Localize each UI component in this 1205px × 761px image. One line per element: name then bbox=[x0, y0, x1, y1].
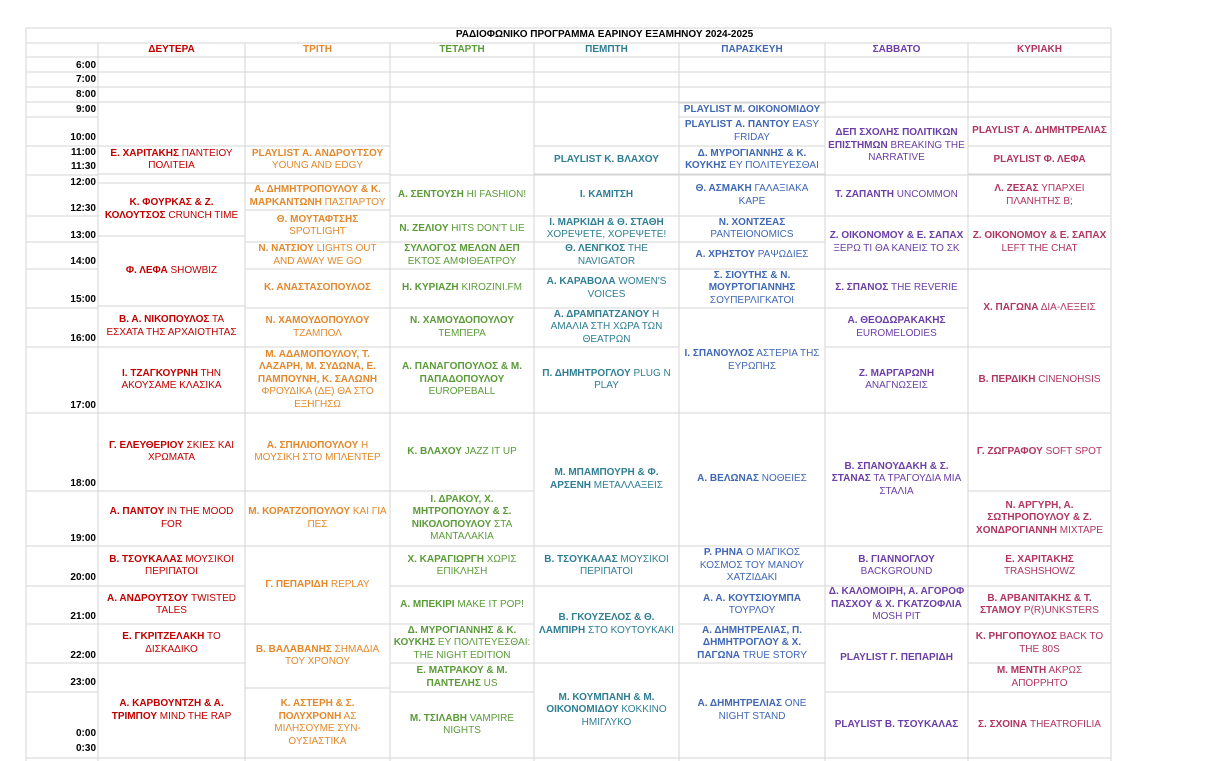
show-title: SHOWBIZ bbox=[170, 264, 218, 276]
show-cell-sun bbox=[968, 692, 1111, 758]
show-title: CINENOHSIS bbox=[1038, 373, 1101, 385]
show-cell-sat bbox=[825, 269, 968, 308]
show-cell-tue bbox=[245, 546, 390, 624]
show-host: Α. ΔΡΑΜΠΑΤΖΑΝΟΥ bbox=[553, 308, 650, 320]
show-title: ΤΑ ΤΡΑΓΟΥΔΙΑ ΜΙΑ ΣΤΑΛΙΑ bbox=[873, 473, 962, 497]
show-cell-mon bbox=[98, 183, 245, 236]
show-cell-fri bbox=[679, 546, 825, 586]
show-cell-sun bbox=[968, 546, 1111, 586]
show-title: HI FASHION! bbox=[466, 189, 527, 201]
show-host: Σ. ΣΙΟΥΤΗΣ & Ν. ΜΟΥΡΤΟΓΙΑΝΝΗΣ bbox=[708, 269, 796, 294]
show-host: Κ. ΦΟΥΡΚΑΣ & Ζ. ΚΟΛΟΥΤΣΟΣ bbox=[104, 197, 214, 221]
show-host: Β. ΤΣΟΥΚΑΛΑΣ bbox=[544, 553, 618, 565]
show-host: Ι. ΣΠΑΝΟΥΛΟΣ bbox=[684, 348, 754, 359]
show-host: Κ. ΑΣΤΕΡΗ & Σ. ΠΟΛΥΧΡΟΝΗ bbox=[278, 698, 355, 722]
show-cell-fri bbox=[679, 103, 825, 117]
show-title: MAKE IT POP! bbox=[457, 598, 524, 610]
show-title: ΔΙΑ-ΛΕΞΕΙΣ bbox=[1040, 301, 1096, 313]
time-label: 17:00 bbox=[70, 400, 96, 411]
day-header-sat: ΣΑΒΒΑΤΟ bbox=[872, 44, 921, 55]
day-header-thu: ΠΕΜΠΤΗ bbox=[585, 44, 628, 55]
show-cell-sat bbox=[825, 175, 968, 216]
show-title: ΑΣ ΜΙΛΗΣΟΥΜΕ ΣΥΝ-ΟΥΣΙΑΣΤΙΚΑ bbox=[274, 710, 361, 747]
show-host: Π. ΔΗΜΗΤΡΟΓΛΟΥ bbox=[542, 367, 631, 379]
show-cell-tue bbox=[245, 210, 390, 242]
show-cell-wed bbox=[390, 347, 534, 413]
show-cell-wed bbox=[390, 624, 534, 663]
show-title: UNCOMMON bbox=[896, 189, 958, 201]
show-cell-thu bbox=[534, 586, 679, 663]
show-cell-sat bbox=[825, 413, 968, 546]
show-cell-sat bbox=[825, 117, 968, 175]
show-title: ΑΚΡΩΣ ΑΠΟΡΡΗΤΟ bbox=[1011, 665, 1083, 689]
show-host: Μ. ΤΣΙΛΑΒΗ bbox=[409, 712, 468, 724]
show-title: ΥΠΑΡΧΕΙ ΠΛΑΝΗΤΗΣ Β; bbox=[1006, 183, 1085, 207]
show-host: Α. ΘΕΟΔΩΡΑΚΑΚΗΣ bbox=[847, 315, 946, 326]
show-cell-sun bbox=[968, 117, 1111, 146]
show-title: TRUE STORY bbox=[742, 649, 807, 661]
show-title: ΤΖΑΜΠΟΛ bbox=[293, 327, 342, 339]
show-title: EUROPEBALL bbox=[428, 386, 496, 398]
show-cell-mon bbox=[98, 306, 245, 347]
show-title: TRASHSHOWZ bbox=[1003, 566, 1076, 577]
time-label: 11:30 bbox=[70, 161, 96, 172]
show-cell-tue bbox=[245, 624, 390, 688]
show-title: SOFT SPOT bbox=[1045, 445, 1103, 457]
show-cell-thu bbox=[534, 413, 679, 546]
show-host: Α. ΔΗΜΗΤΡΟΠΟΥΛΟΥ & Κ. ΜΑΡΚΑΝΤΩΝΗ bbox=[249, 184, 381, 208]
show-cell-tue bbox=[245, 413, 390, 491]
show-cell-fri bbox=[679, 175, 825, 216]
show-title: ΞΕΡΩ ΤΙ ΘΑ ΚΑΝΕΙΣ ΤΟ ΣΚ bbox=[833, 242, 960, 254]
show-title: ΣΗΜΑΔΙΑ ΤΟΥ ΧΡΟΝΟΥ bbox=[284, 643, 380, 667]
show-cell-sat bbox=[825, 308, 968, 347]
show-host: Ε. ΧΑΡΙΤΑΚΗΣ bbox=[110, 147, 180, 159]
show-title: BACKGROUND bbox=[860, 566, 933, 577]
show-title: ΤΗΝ ΑΚΟΥΣΑΜΕ ΚΛΑΣΙΚΑ bbox=[121, 367, 222, 391]
time-label: 12:30 bbox=[70, 203, 96, 214]
show-cell-thu bbox=[534, 146, 679, 174]
show-title: US bbox=[483, 677, 498, 689]
show-host: Ν. ΑΡΓΥΡΗ, Α. ΣΩΤΗΡΟΠΟΥΛΟΥ & Ζ. ΧΟΝΔΡΟΓΙΑΝΝΗ bbox=[976, 499, 1092, 536]
show-title: KIROZINI.FM bbox=[461, 282, 522, 294]
show-cell-sat bbox=[825, 586, 968, 624]
show-title: PANTEIONOMICS bbox=[710, 229, 794, 240]
show-host: Σ. ΣΧΟΙΝΑ bbox=[978, 718, 1028, 730]
show-host: Τ. ΖΑΠΑΝΤΗ bbox=[835, 189, 894, 201]
show-host: PLAYLIST Α. ΔΗΜΗΤΡΕΛΙΑΣ bbox=[972, 125, 1107, 137]
show-cell-tue bbox=[245, 146, 390, 174]
show-title: BACK TO THE 80S bbox=[1019, 631, 1104, 655]
show-title: ONE NIGHT STAND bbox=[718, 698, 807, 722]
show-host: Ν. ΧΑΜΟΥΔΟΠΟΥΛΟΥ bbox=[409, 315, 514, 326]
show-host: Ι. ΤΖΑΓΚΟΥΡΝΗ bbox=[121, 367, 198, 379]
show-host: Γ. ΖΩΓΡΑΦΟΥ bbox=[976, 445, 1043, 457]
show-title: YOUNG AND EDGY bbox=[271, 160, 364, 171]
show-cell-fri bbox=[679, 663, 825, 758]
show-title: ΕΥ ΠΟΛΙΤΕΥΕΣΘΑΙ: THE NIGHT EDITION bbox=[413, 637, 531, 661]
show-cell-sun bbox=[968, 175, 1111, 216]
show-host: Ν. ΝΑΤΣΙΟΥ bbox=[258, 243, 314, 254]
show-title: EASY FRIDAY bbox=[734, 119, 820, 143]
show-cell-wed bbox=[390, 413, 534, 491]
show-title: ΕΥ ΠΟΛΙΤΕΥΕΣΘΑΙ bbox=[729, 160, 819, 171]
show-host: Α. ΒΕΛΩΝΑΣ bbox=[697, 473, 759, 485]
show-cell-tue bbox=[245, 269, 390, 308]
show-host: Ζ. ΟΙΚΟΝΟΜΟΥ & Ε. ΣΑΠΑΧ bbox=[829, 230, 964, 241]
show-host: Β. ΣΠΑΝΟΥΔΑΚΗ & Σ. ΣΤΑΝΑΣ bbox=[831, 460, 949, 485]
show-cell-thu bbox=[534, 175, 679, 216]
show-host: Γ. ΠΕΠΑΡΙΔΗ bbox=[265, 578, 329, 590]
time-label: 22:00 bbox=[70, 650, 96, 661]
show-title: EUROMELODIES bbox=[856, 327, 937, 339]
show-host: Μ. ΚΟΥΜΠΑΝΗ & Μ. ΟΙΚΟΝΟΜΙΔΟΥ bbox=[546, 691, 655, 716]
time-label: 19:00 bbox=[70, 533, 96, 544]
day-header-mon: ΔΕΥΤΕΡΑ bbox=[148, 44, 195, 55]
show-title: Ο ΜΑΓΙΚΟΣ ΚΟΣΜΟΣ ΤΟΥ ΜΑΝΟΥ ΧΑΤΖΙΔΑΚΙ bbox=[699, 547, 805, 584]
time-label: 7:00 bbox=[75, 74, 96, 85]
day-header-fri: ΠΑΡΑΣΚΕΥΗ bbox=[721, 44, 783, 55]
time-label: 23:00 bbox=[70, 677, 96, 688]
show-cell-thu bbox=[534, 242, 679, 269]
show-cell-fri bbox=[679, 269, 825, 308]
show-title: ΠΑΝΤΕΙΟΥ ΠΟΛΙΤΕΙΑ bbox=[148, 147, 233, 171]
show-title: ΡΑΨΩΔΙΕΣ bbox=[757, 249, 809, 261]
show-cell-mon bbox=[98, 624, 245, 663]
show-cell-tue bbox=[245, 308, 390, 347]
show-cell-wed bbox=[390, 216, 534, 242]
show-title: MOSH PIT bbox=[872, 611, 921, 623]
show-host: Α. ΜΠΕΚΙΡΙ bbox=[400, 598, 455, 610]
show-cell-tue bbox=[245, 347, 390, 413]
show-title: LIGHTS OUT AND AWAY WE GO bbox=[273, 243, 377, 267]
show-title: MIND THE RAP bbox=[159, 710, 232, 722]
show-host: Θ. ΑΣΜΑΚΗ bbox=[695, 183, 752, 194]
show-cell-fri bbox=[679, 216, 825, 242]
show-title: ΚΑΙ ΓΙΑ ΠΕΣ bbox=[307, 506, 387, 530]
show-title: CRUNCH TIME bbox=[168, 209, 239, 221]
show-host: Δ. ΚΑΛΟΜΟΙΡΗ, Α. ΑΓΟΡΟΦ ΠΑΣΧΟΥ & Χ. ΓΚΑΤΖΟΦΛΙΑ bbox=[828, 586, 965, 610]
day-header-sun: ΚΥΡΙΑΚΗ bbox=[1016, 44, 1062, 55]
show-cell-mon bbox=[98, 236, 245, 306]
show-cell-sun bbox=[968, 491, 1111, 546]
show-title: ΤΕΜΠΕΡΑ bbox=[438, 327, 486, 339]
show-cell-wed bbox=[390, 269, 534, 308]
time-label: 16:00 bbox=[70, 333, 96, 344]
show-host: Κ. ΒΛΑΧΟΥ bbox=[407, 445, 462, 457]
show-host: Θ. ΜΟΥΤΑΦΤΣΗΣ bbox=[276, 213, 359, 225]
show-cell-fri bbox=[679, 242, 825, 269]
show-title: P(R)UNKSTERS bbox=[1023, 605, 1099, 616]
show-host: Ν. ΧΑΜΟΥΔΟΠΟΥΛΟΥ bbox=[265, 315, 370, 326]
show-title: LEFT THE CHAT bbox=[1001, 242, 1078, 254]
show-title: ΠΑΣΠΑΡΤΟΥ bbox=[324, 196, 386, 208]
show-cell-fri bbox=[679, 308, 825, 413]
show-host: Λ. ΖΕΣΑΣ bbox=[994, 183, 1039, 194]
show-host: Ζ. ΜΑΡΓΑΡΩΝΗ bbox=[858, 367, 935, 379]
show-cell-sun bbox=[968, 413, 1111, 491]
show-title: ΝΟΘΕΙΕΣ bbox=[761, 473, 807, 485]
show-host: Ν. ΖΕΛΙΟΥ bbox=[399, 222, 449, 234]
show-title: Η ΑΜΑΛΙΑ ΣΤΗ ΧΩΡΑ ΤΩΝ ΘΕΑΤΡΩΝ bbox=[550, 308, 663, 345]
show-cell-thu bbox=[534, 347, 679, 413]
show-host: Α. ΚΑΡΒΟΥΝΤΖΗ & Α. ΤΡΙΜΠΟΥ bbox=[111, 698, 224, 722]
time-label: 10:00 bbox=[70, 132, 96, 143]
show-cell-mon bbox=[98, 413, 245, 491]
show-host: Μ. ΚΟΡΑΤΖΟΠΟΥΛΟΥ bbox=[248, 506, 351, 517]
show-host: Β. ΑΡΒΑΝΙΤΑΚΗΣ & Τ. ΣΤΑΜΟΥ bbox=[980, 592, 1092, 616]
show-title: HITS DON'T LIE bbox=[451, 222, 525, 234]
show-host: Ν. ΧΟΝΤΖΕΑΣ bbox=[718, 216, 786, 228]
show-title: MIXTAPE bbox=[1059, 524, 1103, 536]
show-cell-tue bbox=[245, 491, 390, 546]
show-cell-tue bbox=[245, 183, 390, 210]
show-title: SPOTLIGHT bbox=[289, 226, 346, 237]
show-title: ΧΟΡΕΨΕΤΕ, ΧΟΡΕΨΕΤΕ! bbox=[546, 229, 667, 240]
time-label: 9:00 bbox=[75, 104, 96, 115]
show-cell-mon bbox=[98, 586, 245, 624]
show-host: PLAYLIST Γ. ΠΕΠΑΡΙΔΗ bbox=[840, 651, 953, 663]
show-host: Θ. ΛΕΝΓΚΟΣ bbox=[565, 243, 626, 254]
show-cell-wed bbox=[390, 692, 534, 758]
show-title: ΓΑΛΑΞΙΑΚΑ ΚΑΡΕ bbox=[738, 183, 809, 207]
show-title: ΚΟΚΚΙΝΟ ΗΜΙΓΛΥΚΟ bbox=[581, 704, 667, 728]
time-label: 14:00 bbox=[70, 256, 96, 267]
time-label: 21:00 bbox=[70, 611, 96, 622]
show-host: Α. ΠΑΝΑΓΟΠΟΥΛΟΣ & Μ. ΠΑΠΑΔΟΠΟΥΛΟΥ bbox=[401, 361, 522, 385]
show-title: PLUG N PLAY bbox=[594, 367, 671, 391]
show-host: PLAYLIST Α. ΠΑΝΤΟΥ bbox=[684, 119, 790, 130]
show-cell-wed bbox=[390, 242, 534, 269]
show-host: Κ. ΡΗΓΟΠΟΥΛΟΣ bbox=[975, 631, 1057, 642]
time-label: 13:00 bbox=[70, 230, 96, 241]
show-title: ΤΟΥΡΛΟΥ bbox=[728, 605, 776, 616]
show-cell-sun bbox=[968, 663, 1111, 692]
show-host: Η. ΚΥΡΙΑΖΗ bbox=[401, 282, 459, 294]
show-host: Γ. ΕΛΕΥΘΕΡΙΟΥ bbox=[108, 439, 184, 451]
show-title: THEATROFILIA bbox=[1030, 718, 1101, 730]
show-cell-tue bbox=[245, 242, 390, 269]
show-host: ΔΕΠ ΣΧΟΛΗΣ ΠΟΛΙΤΙΚΩΝ ΕΠΙΣΤΗΜΩΝ bbox=[828, 127, 958, 151]
show-host: Ι. ΜΑΡΚΙΔΗ & Θ. ΣΤΑΘΗ bbox=[549, 216, 664, 228]
show-host: Α. ΣΕΝΤΟΥΣΗ bbox=[397, 189, 464, 201]
show-title: ΑΣΤΕΡΙΑ ΤΗΣ ΕΥΡΩΠΗΣ bbox=[727, 348, 820, 372]
show-host: Β. Α. ΝΙΚΟΠΟΥΛΟΣ bbox=[118, 314, 210, 325]
show-title: ΧΩΡΙΣ ΕΠΙΚΛΗΣΗ bbox=[436, 553, 517, 577]
show-host: Χ. ΠΑΓΩΝΑ bbox=[983, 301, 1039, 313]
show-title: ΣΟΥΠΕΡΛΙΓΚΑΤΟΙ bbox=[709, 294, 795, 306]
time-label: 0:30 bbox=[75, 743, 96, 754]
show-host: Δ. ΜΥΡΟΓΙΑΝΝΗΣ & Κ. ΚΟΥΚΗΣ bbox=[685, 147, 807, 171]
show-cell-sat bbox=[825, 546, 968, 586]
show-title: ΣΤΑ ΜΑΝΤΑΛΑΚΙΑ bbox=[430, 518, 513, 542]
time-label: 6:00 bbox=[75, 60, 96, 71]
show-host: Α. ΠΑΝΤΟΥ bbox=[109, 506, 165, 517]
show-host: PLAYLIST Μ. ΟΙΚΟΝΟΜΙΔΟΥ bbox=[683, 103, 821, 115]
show-title: ΣΚΙΕΣ ΚΑΙ ΧΡΩΜΑΤΑ bbox=[147, 439, 234, 463]
time-label: 11:00 bbox=[70, 147, 96, 158]
time-label: 8:00 bbox=[75, 89, 96, 100]
show-host: Ι. ΚΑΜΙΤΣΗ bbox=[579, 189, 634, 201]
show-cell-wed bbox=[390, 491, 534, 546]
show-host: Α. ΣΠΗΛΙΟΠΟΥΛΟΥ bbox=[266, 439, 359, 451]
show-title: ΣΤΟ ΚΟΥΤΟΥΚΑΚΙ bbox=[587, 624, 674, 636]
show-cell-fri bbox=[679, 117, 825, 146]
show-cell-thu bbox=[534, 216, 679, 242]
show-cell-sat bbox=[825, 692, 968, 758]
show-cell-thu bbox=[534, 269, 679, 308]
show-title: JAZZ IT UP bbox=[464, 445, 517, 457]
show-title: THE REVERIE bbox=[891, 282, 958, 294]
show-host: Α. ΑΝΔΡΟΥΤΣΟΥ bbox=[107, 592, 189, 604]
show-cell-sat bbox=[825, 216, 968, 269]
show-host: Ρ. ΡΗΝΑ bbox=[703, 547, 744, 559]
show-host: Α. ΚΑΡΑΒΟΛΑ bbox=[546, 276, 616, 287]
show-host: Δ. ΜΥΡΟΓΙΑΝΝΗΣ & Κ. ΚΟΥΚΗΣ bbox=[393, 624, 517, 649]
show-cell-sun bbox=[968, 624, 1111, 663]
show-cell-sun bbox=[968, 146, 1111, 174]
show-title: ΦΡΟΥΔΙΚΑ (ΔΕ) ΘΑ ΣΤΟ ΕΞΗΓΗΣΩ bbox=[261, 386, 374, 410]
show-host: Σ. ΣΠΑΝΟΣ bbox=[835, 282, 889, 294]
show-cell-thu bbox=[534, 546, 679, 586]
show-cell-wed bbox=[390, 546, 534, 586]
show-title: IN THE MOOD FOR bbox=[160, 506, 234, 530]
show-title: ΑΝΑΓΝΩΣΕΙΣ bbox=[865, 380, 928, 391]
show-host: ΣΥΛΛΟΓΟΣ ΜΕΛΩΝ ΔΕΠ bbox=[404, 243, 520, 254]
show-cell-fri bbox=[679, 413, 825, 546]
show-title: TWISTED TALES bbox=[156, 592, 236, 616]
show-cell-wed bbox=[390, 663, 534, 692]
show-host: Α. ΔΗΜΗΤΡΕΛΙΑΣ, Π. ΔΗΜΗΤΡΟΓΛΟΥ & Χ. ΠΑΓΩΝΑ bbox=[697, 624, 803, 661]
show-cell-mon bbox=[98, 146, 245, 174]
show-cell-sun bbox=[968, 269, 1111, 347]
show-title: BREAKING THE NARRATIVE bbox=[868, 139, 965, 164]
show-cell-sun bbox=[968, 586, 1111, 624]
show-host: Α. ΔΗΜΗΤΡΕΛΙΑΣ bbox=[697, 698, 783, 709]
show-host: Β. ΤΣΟΥΚΑΛΑΣ bbox=[109, 553, 183, 565]
time-label: 12:00 bbox=[70, 177, 96, 188]
show-cell-wed bbox=[390, 175, 534, 216]
show-cell-mon bbox=[98, 347, 245, 413]
show-host: Κ. ΑΝΑΣΤΑΣΟΠΟΥΛΟΣ bbox=[263, 282, 372, 294]
show-cell-wed bbox=[390, 586, 534, 624]
show-title: ΜΟΥΣΙΚΟΙ ΠΕΡΙΠΑΤΟΙ bbox=[580, 553, 669, 577]
time-label: 20:00 bbox=[70, 572, 96, 583]
show-title: ΕΚΤΟΣ ΑΜΦΙΘΕΑΤΡΟΥ bbox=[407, 255, 517, 267]
show-title: ΜΟΥΣΙΚΟΙ ΠΕΡΙΠΑΤΟΙ bbox=[145, 553, 234, 577]
show-host: Μ. ΜΕΝΤΗ bbox=[996, 665, 1047, 676]
show-host: PLAYLIST Κ. ΒΛΑΧΟΥ bbox=[554, 153, 659, 165]
show-title: ΤΟ ΔΙΣΚΑΔΙΚΟ bbox=[145, 631, 221, 655]
show-host: Ε. ΧΑΡΙΤΑΚΗΣ bbox=[1005, 553, 1074, 565]
show-host: Β. ΓΙΑΝΝΟΓΛΟΥ bbox=[858, 553, 935, 565]
show-cell-mon bbox=[98, 663, 245, 758]
show-title: ΤΑ ΕΣΧΑΤΑ ΤΗΣ ΑΡΧΑΙΟΤΗΤΑΣ bbox=[106, 314, 237, 338]
show-host: PLAYLIST Φ. ΛΕΦΑ bbox=[993, 153, 1086, 165]
show-cell-thu bbox=[534, 308, 679, 347]
show-title: WOMEN'S VOICES bbox=[587, 276, 667, 300]
time-label: 18:00 bbox=[70, 478, 96, 489]
show-host: Χ. ΚΑΡΑΓΙΩΡΓΗ bbox=[407, 553, 484, 565]
show-cell-thu bbox=[534, 663, 679, 758]
show-host: Ι. ΔΡΑΚΟΥ, Χ. ΜΗΤΡΟΠΟΥΛΟΥ & Σ. ΝΙΚΟΛΟΠΟΥΛΟΥ bbox=[411, 493, 512, 530]
show-cell-sat bbox=[825, 347, 968, 413]
show-cell-wed bbox=[390, 308, 534, 347]
show-host: Μ. ΜΠΑΜΠΟΥΡΗ & Φ. ΑΡΣΕΝΗ bbox=[550, 467, 659, 491]
day-header-tue: ΤΡΙΤΗ bbox=[303, 44, 332, 55]
time-label: 15:00 bbox=[70, 294, 96, 305]
show-host: Ε. ΜΑΤΡΑΚΟΥ & Μ. ΠΑΝΤΕΛΗΣ bbox=[416, 665, 508, 689]
show-cell-sun bbox=[968, 347, 1111, 413]
show-host: Μ. ΑΔΑΜΟΠΟΥΛΟΥ, Τ. ΛΑΖΑΡΗ, Μ. ΣΥΔΩΝΑ, Ε. ΠΑΜΠΟΥΝΗ, Κ. ΣΑΛΩΝΗ bbox=[257, 348, 378, 385]
show-cell-sun bbox=[968, 216, 1111, 269]
show-host: Β. ΒΑΛΑΒΑΝΗΣ bbox=[255, 643, 332, 655]
show-cell-mon bbox=[98, 491, 245, 546]
time-label: 0:00 bbox=[75, 728, 96, 739]
show-title: THE NAVIGATOR bbox=[577, 243, 648, 267]
show-title: ΜΕΤΑΛΛΑΞΕΙΣ bbox=[593, 479, 663, 491]
day-header-wed: ΤΕΤΑΡΤΗ bbox=[439, 44, 485, 55]
show-host: Α. ΧΡΗΣΤΟΥ bbox=[695, 249, 755, 261]
show-cell-fri bbox=[679, 146, 825, 174]
show-title: REPLAY bbox=[330, 578, 370, 590]
show-host: Ε. ΓΚΡΙΤΖΕΛΑΚΗ bbox=[122, 631, 205, 642]
show-title: VAMPIRE NIGHTS bbox=[443, 712, 515, 736]
show-host: PLAYLIST Α. ΑΝΔΡΟΥΤΣΟΥ bbox=[251, 147, 384, 159]
show-cell-fri bbox=[679, 624, 825, 663]
show-cell-fri bbox=[679, 586, 825, 624]
show-cell-tue bbox=[245, 688, 390, 758]
show-host: PLAYLIST Β. ΤΣΟΥΚΑΛΑΣ bbox=[834, 718, 959, 730]
show-host: Ζ. ΟΙΚΟΝΟΜΟΥ & Ε. ΣΑΠΑΧ bbox=[972, 230, 1107, 241]
show-host: Β. ΠΕΡΔΙΚΗ bbox=[978, 373, 1036, 385]
show-title: Η ΜΟΥΣΙΚΗ ΣΤΟ ΜΠΛΕΝΤΕΡ bbox=[254, 439, 381, 463]
show-host: Α. Α. ΚΟΥΤΣΙΟΥΜΠΑ bbox=[703, 592, 801, 604]
show-cell-mon bbox=[98, 546, 245, 586]
show-host: Β. ΓΚΟΥΖΕΛΟΣ & Θ. ΛΑΜΠΙΡΗ bbox=[539, 612, 655, 636]
show-cell-sat bbox=[825, 624, 968, 692]
schedule-title: ΡΑΔΙΟΦΩΝΙΚΟ ΠΡΟΓΡΑΜΜΑ ΕΑΡΙΝΟΥ ΕΞΑΜΗΝΟΥ 2024-2025 bbox=[455, 29, 754, 40]
show-host: Φ. ΛΕΦΑ bbox=[125, 264, 168, 276]
